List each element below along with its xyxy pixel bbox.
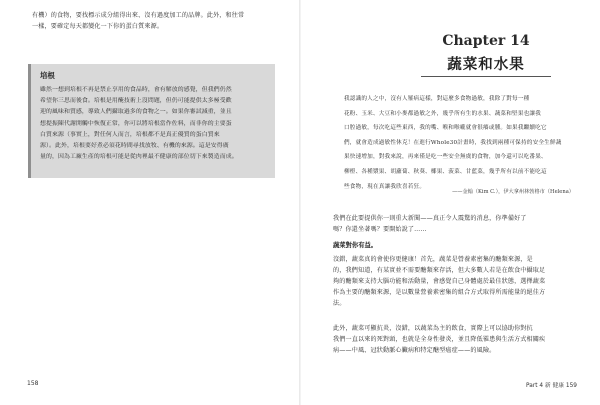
body-paragraph-inflammation: 此外，蔬菜可顯抗炎，沒錯，以蔬菜為主的飲食，實際上可以協助你對抗 我們一直以來的死對頭，也就是全身性發炎，並且降低罹患與生活方式相關疾 病——中風、冠狀動脈心臟病和特定醣型癌症——的風險。	[333, 325, 546, 354]
page-footer-right: Part 4 新 健康 159	[526, 383, 577, 389]
intro-paragraph: 有機）的食物，要找標示成分組得出來、沒有過度加工的品牌。此外，和往常 一樣，要確定每天都變化一下你的蛋白質來源。	[32, 12, 245, 30]
chapter-number: Chapter 14	[442, 33, 530, 49]
page-number-left: 158	[27, 380, 39, 387]
chapter-title-rule	[421, 76, 551, 77]
left-page	[0, 0, 299, 405]
testimonial-attribution: ——金翰（Kim C.），伊大拿州林勃格市（Helena）	[452, 189, 574, 195]
sidebar-box-title: 培根	[40, 71, 55, 80]
sidebar-box-bacon	[28, 64, 275, 178]
chapter-title: 蔬菜和水果	[447, 56, 525, 73]
bold-statement: 蔬菜對你有益。	[333, 242, 378, 249]
body-paragraph-news: 我們在此要提供你一則重大新聞——真正令人震驚的消息，你準備好了 嗎？你還坐著嗎？要開始說了……	[333, 215, 527, 233]
sidebar-box-body: 雖然一想到培根不再是禁止享用的食品時，會有解放的感覺，但我們仍然 希望你三思而後食。培根是用醃技術上沒問題，但仍可能提供太多極受歡 迎的風味和質感，導致人們攝取過多的食物之一。如果你審試減重，並且 想提振陳代謝開觸中恢復正常，你可以將培根當作佐料，而非你的主要蛋 白質來源（事實上，對任何人而言，培根都不是真正優質的蛋白質來 源）。此外，培根要好煮必須花時間尋找放牧、有機的來源。這是安得廣 量的，因為工廠生產的培根可能是從肉裡最不健康的部位切下來製造而成。	[40, 87, 238, 161]
testimonial-quote: 我認識的人之中，沒有人罹病這樣，對這麼多食物過敏，我除了對每一種 花粉、玉米、大豆和小麥都過敏之外，幾乎所有生的水果、蔬菜和堅果也讓我 口腔過敏，每次吃這些東西，我的嘴、喉和喉嚨就會很癢或腫。如果我繼續吃它 們，就會造成過敏性休克！在進行Whole30計畫時，我找到兩種可保持的安全生鮮蔬 果快速增加，對我來說，再來僅是吃一些安全無虞的食物，加今還可以吃番果、 柳橙、各種漿果、胡蘿蔔、秋葵、椰果、菠菜、甘藍菜，幾乎所有以前不能吃這 些食物，現在真讓我欣喜若狂。	[344, 96, 562, 190]
right-page	[301, 0, 600, 405]
body-paragraph-carbs: 沒錯，蔬菜真的會使你更健康！首先，蔬菜是營養素密集的醣類來源，是 的，我們知道，有某實並不需要醣類來存活，但大多數人若是在飲食中攝取足 夠的醣類來支持大腦功能和活動量，會感覺自己身體處於最佳狀態，選擇蔬菜 作為主要的醣類來源，是以數量營養素密集的組合方式取得所需能量的絕佳方 法。	[333, 256, 546, 307]
